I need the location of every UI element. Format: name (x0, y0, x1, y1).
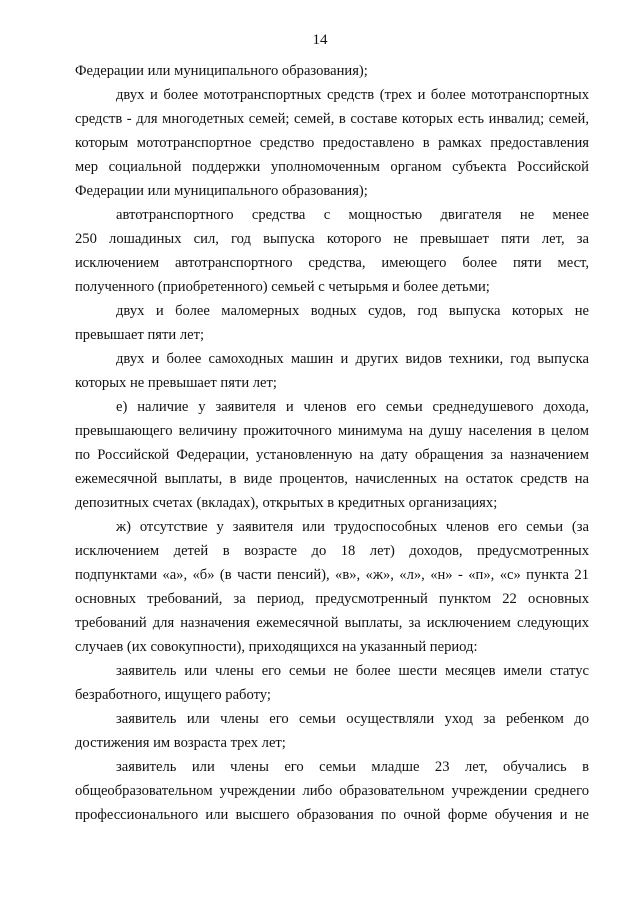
text-line: достижения им возраста трех лет; (75, 735, 286, 751)
text-line: Федерации или муниципального образования); (75, 183, 368, 199)
text-line: безработного, ищущего работу; (75, 687, 271, 703)
text-line: заявитель или члены его семьи младше 23 лет, обучались в (116, 759, 589, 775)
text-line: общеобразовательном учреждении либо образовательном учреждении среднего (75, 783, 589, 799)
text-line: профессионального или высшего образования по очной форме обучения и не (75, 807, 589, 823)
text-line: двух и более маломерных водных судов, год выпуска которых не (116, 303, 589, 319)
text-line: е) наличие у заявителя и членов его семьи среднедушевого дохода, (116, 399, 589, 415)
text-line: двух и более самоходных машин и других видов техники, год выпуска (116, 351, 589, 367)
text-line: двух и более мототранспортных средств (трех и более мототранспортных (116, 87, 589, 103)
text-line: заявитель или члены его семьи осуществляли уход за ребенком до (116, 711, 589, 727)
paragraph (75, 203, 589, 299)
text-line: ж) отсутствие у заявителя или трудоспособных членов его семьи (за (116, 519, 589, 535)
text-line: депозитных счетах (вкладах), открытых в кредитных организациях; (75, 495, 498, 511)
paragraph (75, 515, 589, 659)
text-line: Федерации или муниципального образования); (75, 63, 368, 79)
text-line: по Российской Федерации, установленную на дату обращения за назначением (75, 447, 589, 463)
text-line: превышает пяти лет; (75, 327, 205, 343)
paragraph (75, 299, 589, 347)
document-body (75, 59, 589, 827)
text-line: 250 лошадиных сил, год выпуска которого не превышает пяти лет, за (75, 231, 589, 247)
text-line: которым мототранспортное средство предоставлено в рамках предоставления (75, 135, 589, 151)
text-line: ежемесячной выплаты, в виде процентов, начисленных на остаток средств на (75, 471, 589, 487)
text-line: заявитель или члены его семьи не более шести месяцев имели статус (116, 663, 589, 679)
paragraph (75, 707, 589, 755)
text-line: которых не превышает пяти лет; (75, 375, 277, 391)
text-line: основных требований, за период, предусмотренный пунктом 22 основных (75, 591, 589, 607)
text-line: случаев (их совокупности), приходящихся на указанный период: (75, 639, 478, 655)
text-line: средств - для многодетных семей; семей, в составе которых есть инвалид; семей, (75, 111, 589, 127)
paragraph (75, 83, 589, 203)
paragraph (75, 659, 589, 707)
text-line: автотранспортного средства с мощностью двигателя не менее (116, 207, 589, 223)
paragraph (75, 347, 589, 395)
text-line: исключением детей в возрасте до 18 лет) доходов, предусмотренных (75, 543, 589, 559)
text-line: мер социальной поддержки уполномоченным органом субъекта Российской (75, 159, 589, 175)
paragraph (75, 59, 589, 83)
text-line: превышающего величину прожиточного минимума на душу населения в целом (75, 423, 589, 439)
text-line: полученного (приобретенного) семьей с четырьмя и более детьми; (75, 279, 490, 295)
paragraph (75, 395, 589, 515)
text-line: требований для назначения ежемесячной выплаты, за исключением следующих (75, 615, 589, 631)
paragraph (75, 755, 589, 827)
page-number: 14 (312, 32, 328, 48)
text-line: исключением автотранспортного средства, имеющего более пяти мест, (75, 255, 589, 271)
text-line: подпунктами «а», «б» (в части пенсий), «в», «ж», «л», «н» - «п», «с» пункта 21 (75, 567, 589, 583)
